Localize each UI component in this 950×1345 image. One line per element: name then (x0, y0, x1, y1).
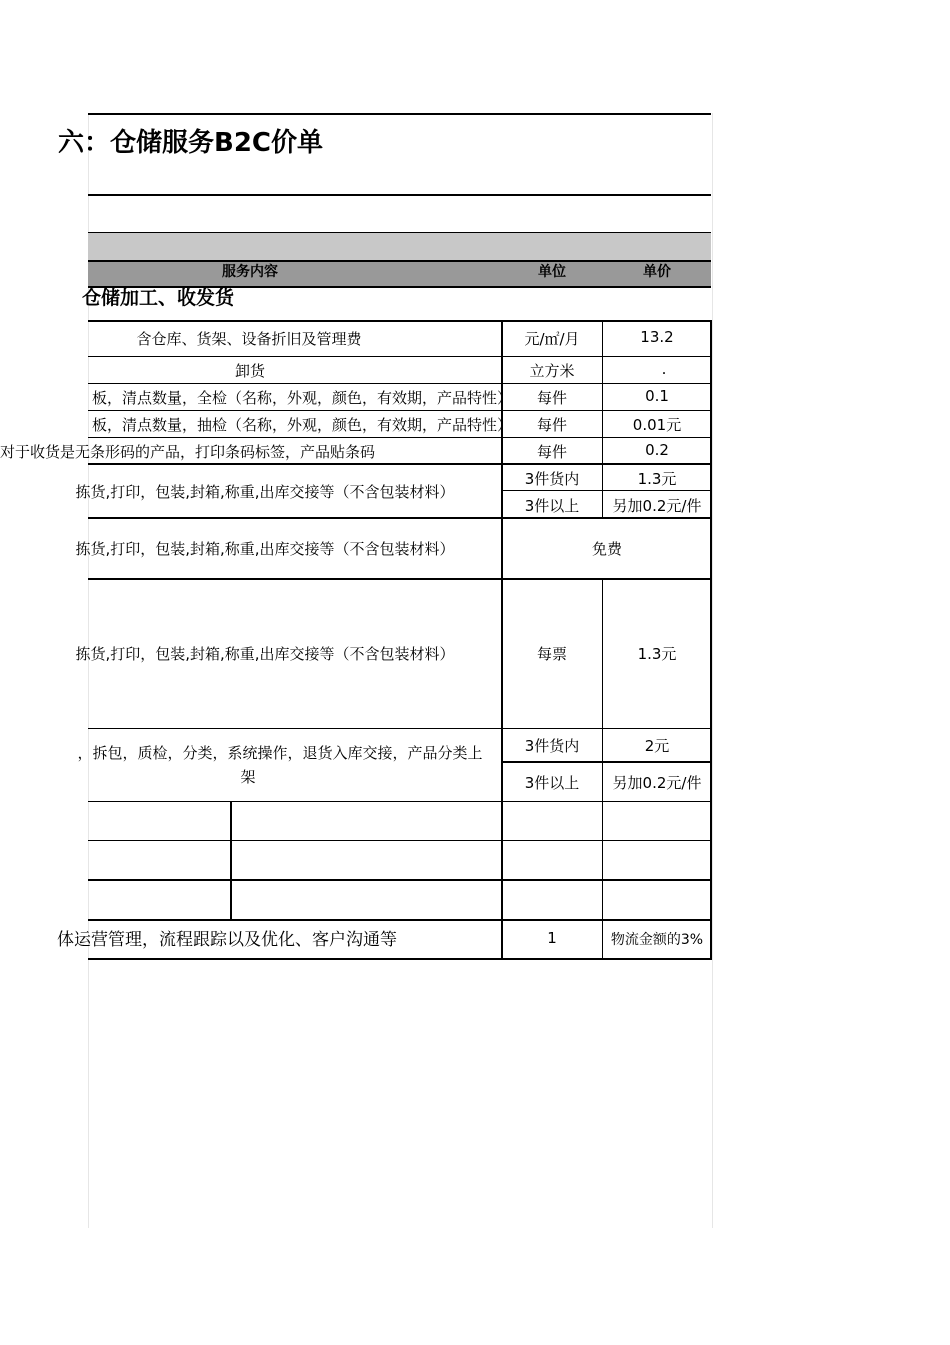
unit-sample-inspection: 每件 (536, 416, 567, 434)
header-service: 服务内容 (222, 264, 278, 280)
service-order-packing-per-ticket: 拣货,打印，包装,封箱,称重,出库交接等（不含包装材料） (75, 645, 455, 663)
service-order-packing: 拣货,打印，包装,封箱,称重,出库交接等（不含包装材料） (75, 483, 455, 501)
price-storage-fee: 13.2 (640, 328, 674, 346)
service-returns-line2: 架 (240, 768, 256, 786)
grid-line (88, 517, 712, 519)
service-order-packing-free: 拣货,打印，包装,封箱,称重,出库交接等（不含包装材料） (75, 540, 455, 558)
title-bottom-rule (88, 194, 711, 196)
unit-returns-within-3: 3件货内 (524, 737, 580, 755)
price-barcode-labeling: 0.2 (645, 441, 669, 459)
unit-unloading: 立方米 (529, 362, 575, 380)
grid-line (502, 761, 712, 763)
grid-line (88, 801, 712, 802)
grid-line (88, 410, 712, 411)
grid-line (88, 437, 712, 438)
grid-line (88, 463, 712, 465)
service-returns-line1: ，拆包，质检，分类，系统操作，退货入库交接，产品分类上 (77, 744, 483, 762)
section-title: 仓储加工、收发货 (82, 287, 235, 309)
price-per-ticket: 1.3元 (637, 645, 677, 663)
price-returns-over-3: 另加0.2元/件 (612, 774, 702, 792)
price-within-3-items: 1.3元 (637, 470, 677, 488)
grid-line (88, 958, 712, 960)
top-rule (88, 113, 711, 115)
grid-line (88, 919, 712, 921)
header-price: 单价 (643, 264, 671, 280)
unit-within-3-items: 3件货内 (524, 470, 580, 488)
service-storage-fee: 含仓库、货架、设备折旧及管理费 (136, 330, 362, 348)
grid-line (602, 579, 603, 960)
unit-barcode-labeling: 每件 (536, 443, 567, 461)
service-full-inspection: 板，清点数量，全检（名称，外观，颜色，有效期，产品特性） (91, 389, 512, 407)
page-title: 六：仓储服务B2C价单 (58, 128, 323, 158)
grid-line (88, 728, 712, 729)
price-over-3-items: 另加0.2元/件 (612, 497, 702, 515)
service-barcode-labeling: 对于收货是无条形码的产品，打印条码标签，产品贴条码 (0, 443, 376, 461)
unit-full-inspection: 每件 (536, 389, 567, 407)
grid-line (88, 879, 712, 881)
grid-line (88, 320, 712, 322)
price-full-inspection: 0.1 (645, 387, 669, 405)
unit-over-3-items: 3件以上 (524, 497, 580, 515)
header-unit: 单位 (538, 264, 566, 280)
price-free: 免费 (591, 540, 622, 558)
service-unloading: 卸货 (234, 362, 265, 380)
price-sample-inspection: 0.01元 (632, 416, 682, 434)
grid-line (88, 383, 712, 384)
grid-line (88, 578, 712, 580)
unit-operations-management: 1 (547, 929, 557, 947)
price-operations-management: 物流金额的3% (610, 932, 704, 948)
unit-storage-fee: 元/㎡/月 (524, 330, 580, 348)
service-operations-management: 体运营管理，流程跟踪以及优化、客户沟通等 (57, 930, 397, 950)
price-returns-within-3: 2元 (644, 737, 670, 755)
grid-line (88, 356, 712, 357)
grid-line (88, 840, 712, 841)
grid-line (230, 801, 232, 920)
grid-line (502, 490, 712, 491)
unit-returns-over-3: 3件以上 (524, 774, 580, 792)
price-unloading: . (661, 360, 667, 378)
service-sample-inspection: 板，清点数量，抽检（名称，外观，颜色，有效期，产品特性） (91, 416, 512, 434)
unit-per-ticket: 每票 (536, 645, 567, 663)
gray-band (88, 232, 711, 261)
